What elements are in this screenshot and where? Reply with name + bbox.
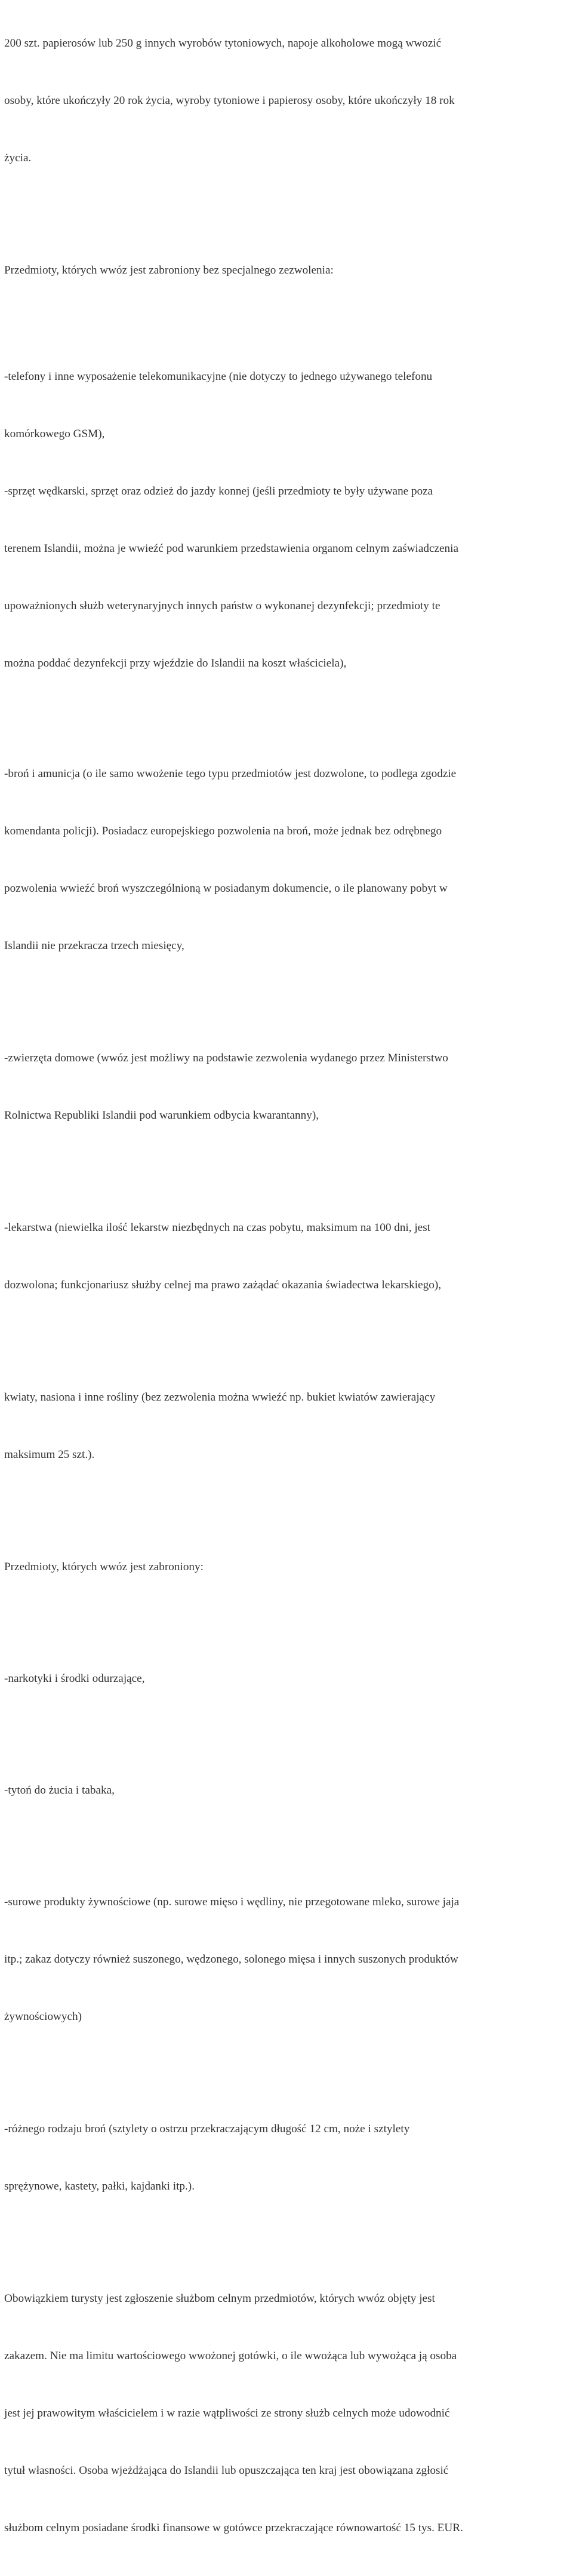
- raw-food-item: [4, 1855, 570, 2065]
- chewing-tobacco-item: [4, 1743, 570, 1838]
- text-line: dozwolona; funkcjonariusz służby celnej ma prawo zażądać okazania świadectwa lekarskiego),: [4, 1279, 442, 1291]
- text-line: komórkowego GSM),: [4, 428, 105, 440]
- restricted-items-heading: [4, 223, 570, 318]
- plants-paragraph: [4, 1350, 570, 1503]
- text-line: 200 szt. papierosów lub 250 g innych wyrobów tytoniowych, napoje alkoholowe mogą wwozić: [4, 37, 442, 50]
- restricted-items-list-1: [4, 329, 570, 711]
- text-line: można poddać dezynfekcji przy wjeździe do Islandii na koszt właściciela),: [4, 657, 347, 670]
- text-line: osoby, które ukończyły 20 rok życia, wyroby tytoniowe i papierosy osoby, które ukończyły 18 rok: [4, 94, 455, 107]
- text-line: tytuł własności. Osoba wjeżdżająca do Islandii lub opuszczająca ten kraj jest obowiązana zgłosić: [4, 2464, 449, 2477]
- text-line: -narkotyki i środki odurzające,: [4, 1672, 145, 1685]
- text-line: upoważnionych służb weterynaryjnych innych państw o wykonanej dezynfekcji; przedmioty te: [4, 600, 440, 612]
- text-line: -sprzęt wędkarski, sprzęt oraz odzież do jazdy konnej (jeśli przedmioty te były używane poza: [4, 485, 433, 498]
- text-line: Obowiązkiem turysty jest zgłoszenie służbom celnym przedmiotów, których wwóz objęty jest: [4, 2292, 435, 2305]
- weapons-paragraph: [4, 726, 570, 994]
- declaration-paragraph: [4, 2251, 570, 2576]
- text-line: żywnościowych): [4, 2010, 82, 2023]
- text-line: maksimum 25 szt.).: [4, 1448, 95, 1461]
- text-line: jest jej prawowitym właścicielem i w razie wątpliwości ze strony służb celnych może udowodnić: [4, 2407, 450, 2420]
- text-line: życia.: [4, 152, 32, 164]
- blades-weapons-item: [4, 2081, 570, 2234]
- text-line: -lekarstwa (niewielka ilość lekarstw niezbędnych na czas pobytu, maksimum na 100 dni, jest: [4, 1221, 430, 1234]
- text-line: Przedmioty, których wwóz jest zabroniony bez specjalnego zezwolenia:: [4, 264, 334, 277]
- text-line: Rolnictwa Republiki Islandii pod warunkiem odbycia kwarantanny),: [4, 1109, 319, 1122]
- text-line: pozwolenia wwieźć broń wyszczególnioną w posiadanym dokumencie, o ile planowany pobyt w: [4, 882, 448, 895]
- text-line: kwiaty, nasiona i inne rośliny (bez zezwolenia można wwieźć np. bukiet kwiatów zawierający: [4, 1391, 436, 1404]
- text-line: -tytoń do żucia i tabaka,: [4, 1784, 115, 1797]
- text-line: itp.; zakaz dotyczy również suszonego, wędzonego, solonego mięsa i innych suszonych produktów: [4, 1953, 458, 1966]
- text-line: -zwierzęta domowe (wwóz jest możliwy na podstawie zezwolenia wydanego przez Ministerstwo: [4, 1052, 448, 1064]
- text-line: -różnego rodzaju broń (sztylety o ostrzu przekraczającym długość 12 cm, noże i sztylety: [4, 2123, 410, 2135]
- text-line: sprężynowe, kastety, pałki, kajdanki itp.).: [4, 2180, 195, 2193]
- text-line: komendanta policji). Posiadacz europejskiego pozwolenia na broń, może jednak bez odrębnego: [4, 825, 442, 837]
- medicines-paragraph: [4, 1180, 570, 1333]
- text-line: -broń i amunicja (o ile samo wwożenie tego typu przedmiotów jest dozwolone, to podlega zgodzie: [4, 767, 457, 780]
- prohibited-items-heading: [4, 1519, 570, 1615]
- alcohol-tobacco-paragraph: [4, 0, 570, 206]
- document-page: [4, 0, 570, 2576]
- text-line: terenem Islandii, można je wwieźć pod warunkiem przedstawienia organom celnym zaświadczenia: [4, 542, 458, 555]
- text-line: -telefony i inne wyposażenie telekomunikacyjne (nie dotyczy to jednego używanego telefonu: [4, 370, 433, 383]
- pets-paragraph: [4, 1011, 570, 1163]
- text-line: służbom celnym posiadane środki finansowe w gotówce przekraczające równowartość 15 tys. EUR.: [4, 2522, 463, 2534]
- text-line: -surowe produkty żywnościowe (np. surowe mięso i wędliny, nie przegotowane mleko, surowe jaja: [4, 1896, 460, 1908]
- narcotics-item: [4, 1631, 570, 1727]
- text-line: zakazem. Nie ma limitu wartościowego wwożonej gotówki, o ile wwożąca lub wywożąca ją osoba: [4, 2350, 457, 2362]
- text-line: Islandii nie przekracza trzech miesięcy,: [4, 939, 184, 952]
- text-line: Przedmioty, których wwóz jest zabroniony:: [4, 1561, 204, 1573]
